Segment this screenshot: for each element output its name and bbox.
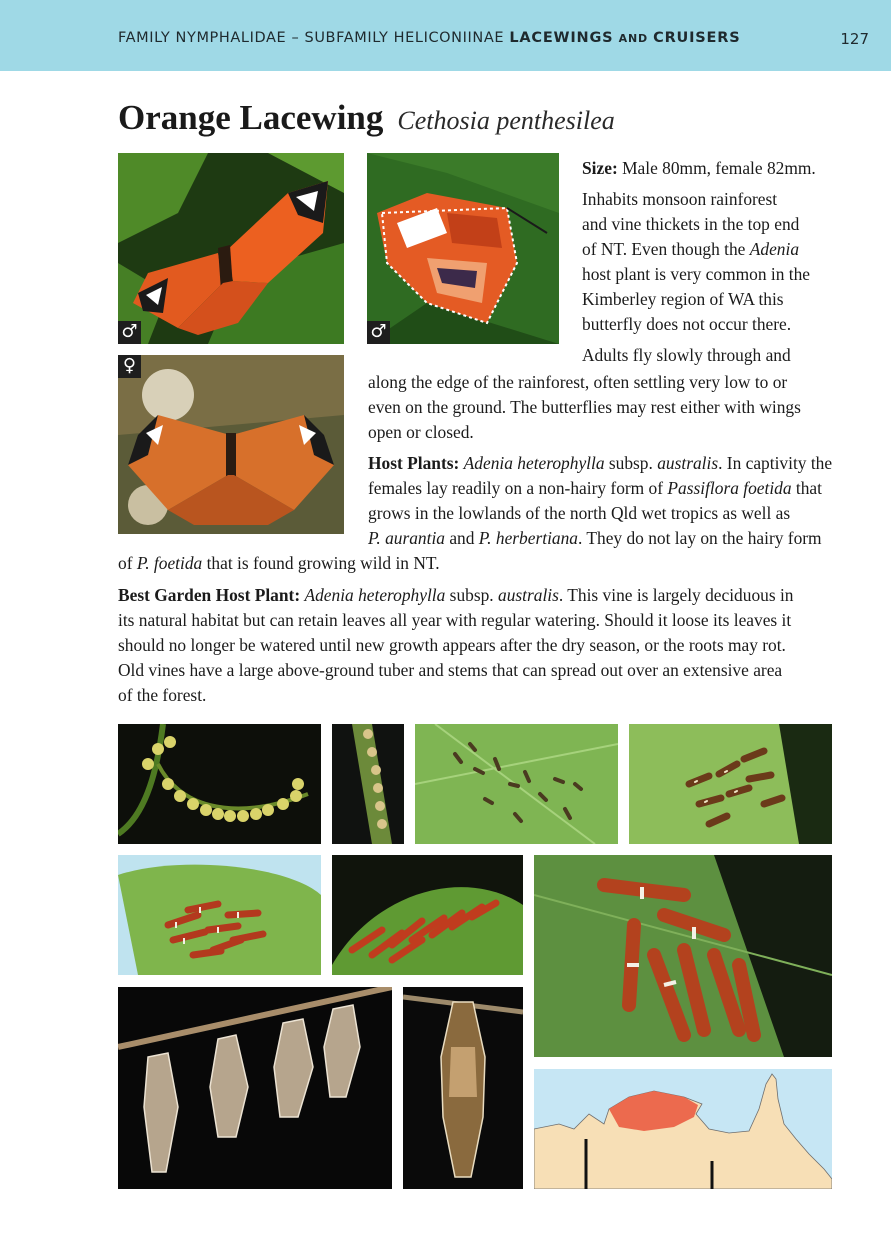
text-run: . They do not lay on the hairy form <box>578 528 822 548</box>
text-run: australis <box>498 585 559 605</box>
photo-pupae-series <box>118 987 392 1189</box>
running-head-family: FAMILY NYMPHALIDAE – SUBFAMILY HELICONIINAE <box>118 30 505 46</box>
host-plants-line <box>368 451 832 476</box>
garden-host-line <box>118 583 793 608</box>
garden-host-line: its natural habitat but can retain leaves all year with regular watering. Should it loose its leaves it <box>118 610 792 630</box>
photo-eggs-tendril <box>118 724 321 844</box>
garden-host-line: should no longer be watered until new growth appears after the dry season, or the roots may rot. <box>118 635 786 655</box>
host-plants-line <box>368 526 822 551</box>
text-run: females lay readily on a non-hairy form of <box>368 478 668 498</box>
habitat-line: Kimberley region of WA this <box>582 289 784 309</box>
text-run: Adenia heterophylla <box>304 585 446 605</box>
section-name-and: AND <box>618 32 648 45</box>
species-title <box>118 98 615 138</box>
size-value: Male 80mm, female 82mm. <box>617 158 816 178</box>
size-label: Size: <box>582 158 618 178</box>
male-symbol-icon: ♂ <box>367 321 390 344</box>
photo-final-instar-larvae <box>534 855 832 1057</box>
adults-line: along the edge of the rainforest, often settling very low to or <box>368 372 788 392</box>
adults-line: open or closed. <box>368 422 474 442</box>
photo-male-underside <box>367 153 559 344</box>
garden-host-label: Best Garden Host Plant: <box>118 585 301 605</box>
text-run: P. foetida <box>136 553 203 573</box>
text-run: . This vine is largely deciduous in <box>558 585 794 605</box>
page-number: 127 <box>840 30 869 48</box>
text-run: . In captivity the <box>718 453 833 473</box>
habitat-line: host plant is very common in the <box>582 264 810 284</box>
photo-eggs-stem <box>332 724 404 844</box>
scientific-name: Cethosia penthesilea <box>397 106 615 135</box>
host-plants-line <box>368 476 822 501</box>
photo-larvae-group-dark <box>332 855 523 975</box>
running-head <box>118 30 740 46</box>
text-run: Passiflora foetida <box>667 478 792 498</box>
habitat-line <box>582 237 799 262</box>
photo-larvae-group-leaf <box>118 855 321 975</box>
section-name-a: LACEWINGS <box>509 30 614 46</box>
photo-young-larvae <box>415 724 618 844</box>
text-run: australis <box>657 453 719 473</box>
text-run: subsp. <box>445 585 498 605</box>
host-plants-line <box>118 551 440 576</box>
running-header <box>0 0 891 71</box>
photo-female <box>118 355 344 534</box>
photo-male-upperside <box>118 153 344 344</box>
garden-host-line: of the forest. <box>118 685 207 705</box>
host-plants-label: Host Plants: <box>368 453 460 473</box>
text-run: P. aurantia <box>368 528 445 548</box>
text-run: Adenia heterophylla <box>463 453 605 473</box>
habitat-line: butterfly does not occur there. <box>582 314 792 334</box>
habitat-line: Inhabits monsoon rainforest <box>582 189 778 209</box>
text-run: subsp. <box>604 453 658 473</box>
female-symbol-icon: ♀ <box>118 355 141 378</box>
text-run: P. herbertiana <box>478 528 578 548</box>
photo-pupa-closeup <box>403 987 523 1189</box>
size-line <box>582 156 816 181</box>
habitat-line: and vine thickets in the top end <box>582 214 800 234</box>
garden-host-line: Old vines have a large above-ground tuber and stems that can spread out over an extensive area <box>118 660 783 680</box>
text-run: of <box>118 553 137 573</box>
host-plants-line: grows in the lowlands of the north Qld wet tropics as well as <box>368 503 791 523</box>
section-name-b: CRUISERS <box>653 30 741 46</box>
distribution-map <box>534 1069 832 1189</box>
adults-line: Adults fly slowly through and <box>582 345 791 365</box>
text-run: that is found growing wild in NT. <box>202 553 440 573</box>
text-run: that <box>791 478 822 498</box>
photo-larvae-cluster <box>629 724 832 844</box>
adults-line: even on the ground. The butterflies may rest either with wings <box>368 397 801 417</box>
male-symbol-icon: ♂ <box>118 321 141 344</box>
text-run: of NT. Even though the <box>582 239 750 259</box>
text-run: and <box>444 528 479 548</box>
text-run: Adenia <box>749 239 800 259</box>
common-name: Orange Lacewing <box>118 98 384 137</box>
